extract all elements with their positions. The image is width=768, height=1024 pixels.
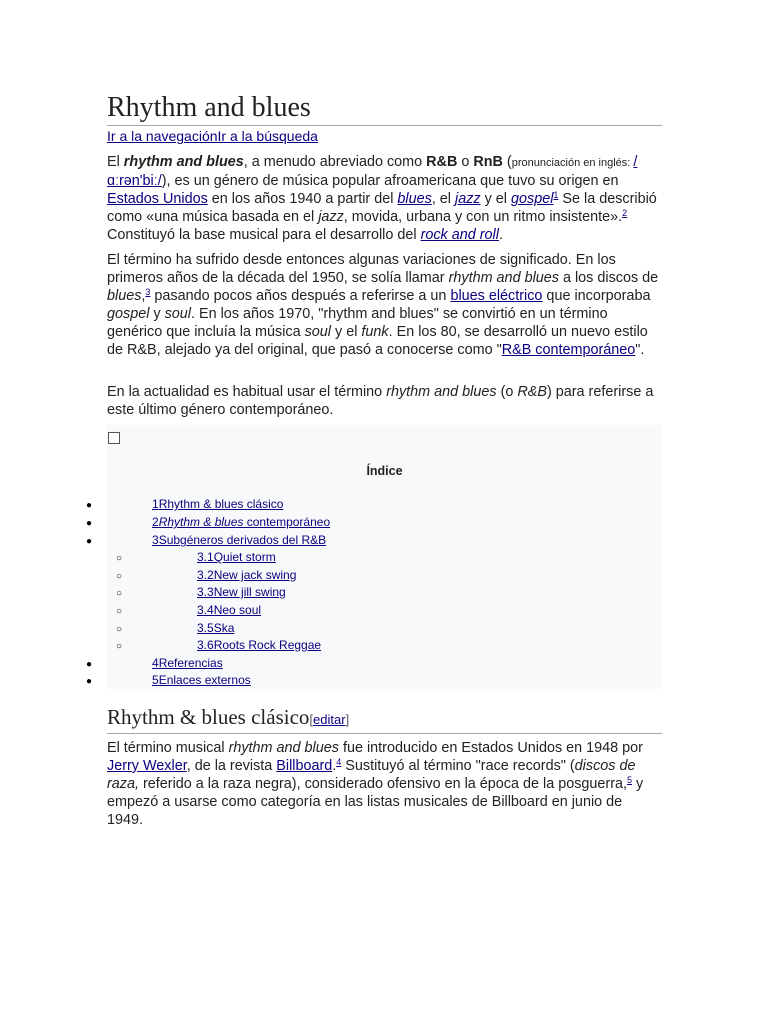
circle-bullet-icon: ○ [116,553,123,564]
circle-bullet-icon: ○ [116,588,123,599]
edit-section: [editar] [309,712,350,727]
jazz-link[interactable]: jazz [455,191,481,207]
estados-unidos-link[interactable]: Estados Unidos [107,191,208,207]
blues-electrico-link[interactable]: blues eléctrico [450,288,543,304]
circle-bullet-icon: ○ [116,606,123,617]
toc-item-1[interactable]: 1Rhythm & blues clásico [152,497,284,511]
section-heading: Rhythm & blues clásico[editar] [107,704,662,734]
toc-toggle-checkbox[interactable] [108,432,120,444]
bullet-icon: ● [86,500,93,511]
toc-item-3-5[interactable]: 3.5Ska [197,621,235,635]
toc-item-3[interactable]: 3Subgéneros derivados del R&B [152,533,327,547]
circle-bullet-icon: ○ [116,571,123,582]
gospel-link[interactable]: gospel [511,191,554,207]
current-usage-paragraph: En la actualidad es habitual usar el término rhythm and blues (o R&B) para referirse a este último género contemporáneo. [107,384,654,418]
bullet-icon: ● [86,536,93,547]
bullet-icon: ● [86,676,93,687]
edit-section-link[interactable]: editar [313,712,346,727]
ref-5-link[interactable]: 5 [627,775,633,785]
toc-item-4[interactable]: 4Referencias [152,656,223,670]
ref-2-link[interactable]: 2 [622,208,628,218]
toc-item-3-2[interactable]: 3.2New jack swing [197,568,297,582]
intro-paragraph: El rhythm and blues, a menudo abreviado como R&B o RnB (pronunciación en inglés: / ɑːrən'biː/), es un género de música popular afroamericana que tuvo su origen en Estados Unidos en los años 1940 a partir del blues, el jazz y el gospel$^1$ Se la describió como «una música basada en el jazz, movida, urbana y con un ritmo insistente».$^2$ Constituyó la base musical para el desarrollo del rock and roll. [107,154,657,243]
jump-links [107,128,318,144]
ref-1-link[interactable]: 1 [553,190,559,200]
toc-item-3-6[interactable]: 3.6Roots Rock Reggae [197,638,322,652]
rb-contemporaneo-link[interactable]: R&B contemporáneo [501,342,636,358]
bullet-icon: ● [86,659,93,670]
jerry-wexler-link[interactable]: Jerry Wexler [107,758,187,774]
circle-bullet-icon: ○ [116,641,123,652]
rock-and-roll-link[interactable]: rock and roll [420,227,499,243]
jump-to-navigation-link[interactable]: Ir a la navegación [107,128,218,144]
section-paragraph: El término musical rhythm and blues fue introducido en Estados Unidos en 1948 por Jerry Wexler, de la revista Billboard.$^4$ Sustituyó al término "race records" (discos de raza, referido a la raza negra), considerado ofensivo en la época de la posguerra,$^5$ y empezó a usarse como categoría en las listas musicales de Billboard en junio de 1949. [107,740,644,828]
toc-item-3-4[interactable]: 3.4Neo soul [197,603,262,617]
page-title: Rhythm and blues [107,92,662,126]
blues-link[interactable]: blues [397,191,432,207]
billboard-link[interactable]: Billboard [276,758,333,774]
toc-item-2[interactable]: 2Rhythm & blues contemporáneo [152,515,331,529]
toc-item-3-1[interactable]: 3.1Quiet storm [197,550,276,564]
toc-title: Índice [366,464,403,478]
toc-item-3-3[interactable]: 3.3New jill swing [197,585,286,599]
ipa-link[interactable]: / ɑːrən'biː/ [107,154,638,189]
circle-bullet-icon: ○ [116,624,123,635]
jump-to-search-link[interactable]: Ir a la búsqueda [217,128,318,144]
history-paragraph: El término ha sufrido desde entonces algunas variaciones de significado. En los primeros años de la década del 1950, se solía llamar rhythm and blues a los discos de blues,$^3$ pasando pocos años después a referirse a un blues eléctrico que incorporaba gospel y soul. En los años 1970, "rhythm and blues" se convirtió en un término genérico que incluía la música soul y el funk. En los 80, se desarrolló un nuevo estilo de R&B, alejado ya del original, que pasó a conocerse como "R&B contemporáneo". [107,252,659,358]
toc-item-5[interactable]: 5Enlaces externos [152,673,251,687]
ref-3-link[interactable]: 3 [145,287,151,297]
ref-4-link[interactable]: 4 [336,757,342,767]
bullet-icon: ● [86,518,93,529]
